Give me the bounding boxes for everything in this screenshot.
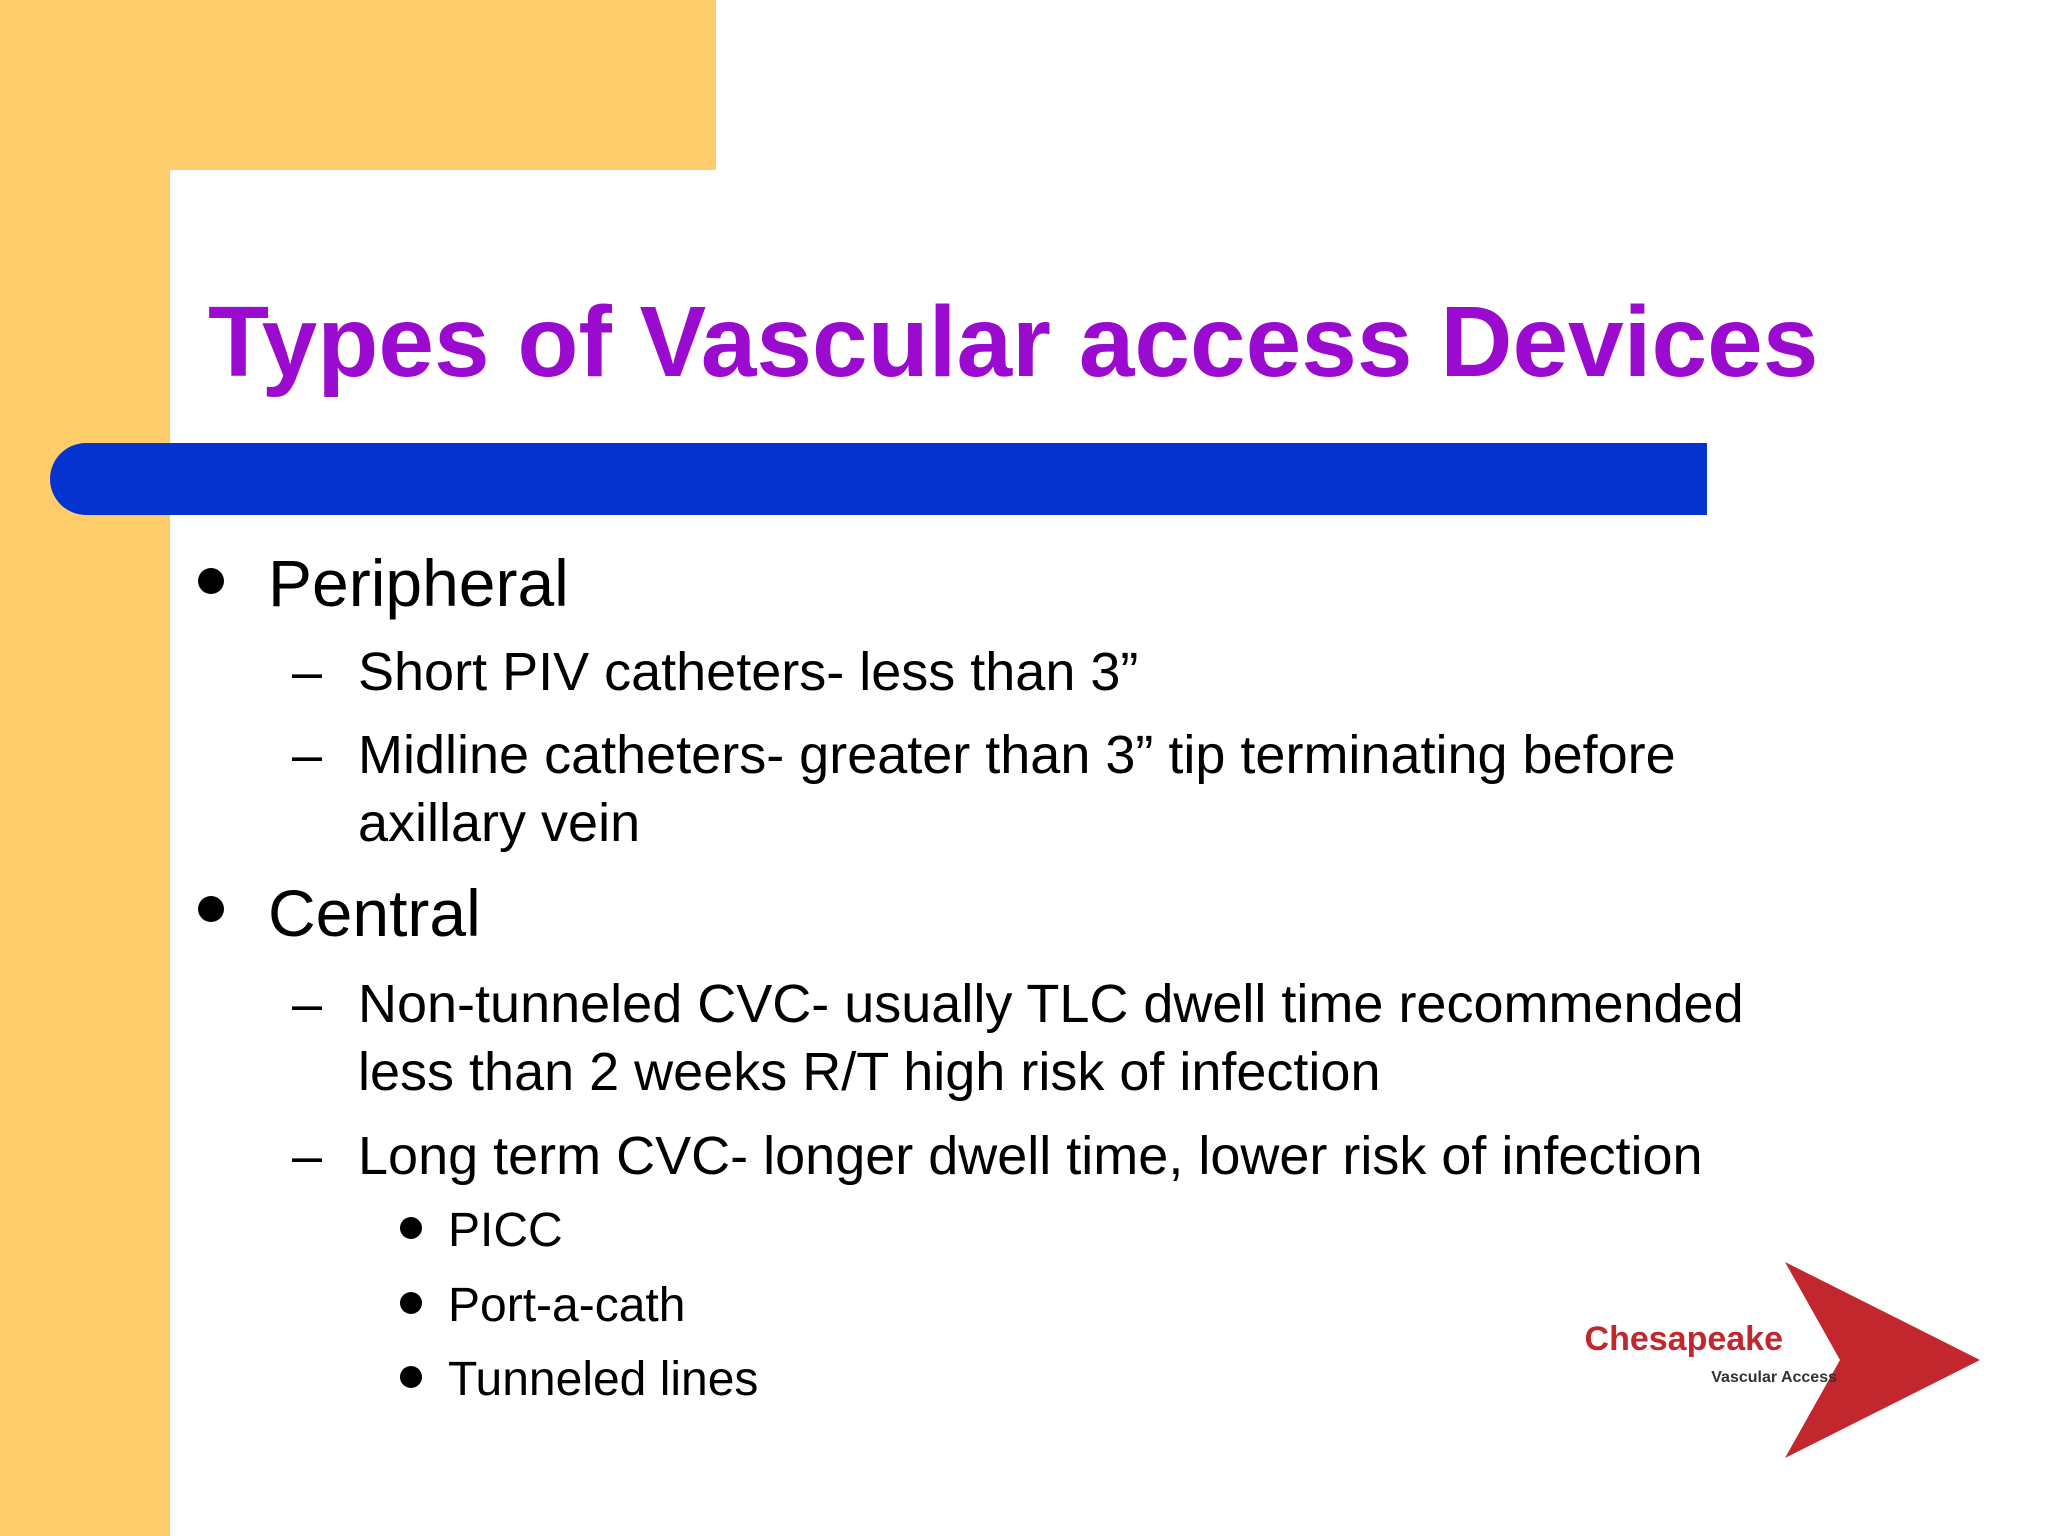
sub-bullet-short-piv: Short PIV catheters- less than 3” bbox=[358, 642, 1139, 702]
chesapeake-logo bbox=[1584, 1260, 1995, 1460]
bullet-central: Central bbox=[268, 876, 481, 950]
dash-marker: – bbox=[292, 725, 323, 785]
bullet-dot bbox=[198, 896, 224, 922]
bullet-dot-small bbox=[400, 1217, 422, 1239]
sub-bullet-midline-line1: Midline catheters- greater than 3” tip terminating before bbox=[358, 725, 1676, 785]
sub-item-picc: PICC bbox=[448, 1204, 563, 1257]
dash-marker: – bbox=[292, 642, 323, 702]
dash-marker: – bbox=[292, 1126, 323, 1186]
sub-bullet-midline-line2: axillary vein bbox=[358, 793, 641, 853]
bullet-dot-small bbox=[400, 1292, 422, 1314]
title-underline-bar bbox=[50, 443, 1707, 515]
sub-bullet-non-tunneled-line1: Non-tunneled CVC- usually TLC dwell time recommended bbox=[358, 974, 1744, 1034]
sub-bullet-long-term: Long term CVC- longer dwell time, lower risk of infection bbox=[358, 1126, 1703, 1186]
bullet-dot-small bbox=[400, 1366, 422, 1388]
sub-item-port-a-cath: Port-a-cath bbox=[448, 1279, 686, 1332]
sub-bullet-non-tunneled-line2: less than 2 weeks R/T high risk of infection bbox=[358, 1042, 1381, 1102]
dash-marker: – bbox=[292, 974, 323, 1034]
accent-panel-top bbox=[0, 0, 716, 170]
bullet-peripheral: Peripheral bbox=[268, 546, 569, 620]
accent-panel-left bbox=[0, 0, 170, 1536]
slide-title: Types of Vascular access Devices bbox=[208, 286, 1819, 398]
logo-name: Chesapeake bbox=[1584, 1320, 1783, 1358]
sub-item-tunneled-lines: Tunneled lines bbox=[448, 1353, 759, 1406]
arrow-icon bbox=[1584, 1260, 1995, 1460]
bullet-dot bbox=[198, 568, 224, 594]
logo-tagline: Vascular Access bbox=[1711, 1369, 1837, 1386]
